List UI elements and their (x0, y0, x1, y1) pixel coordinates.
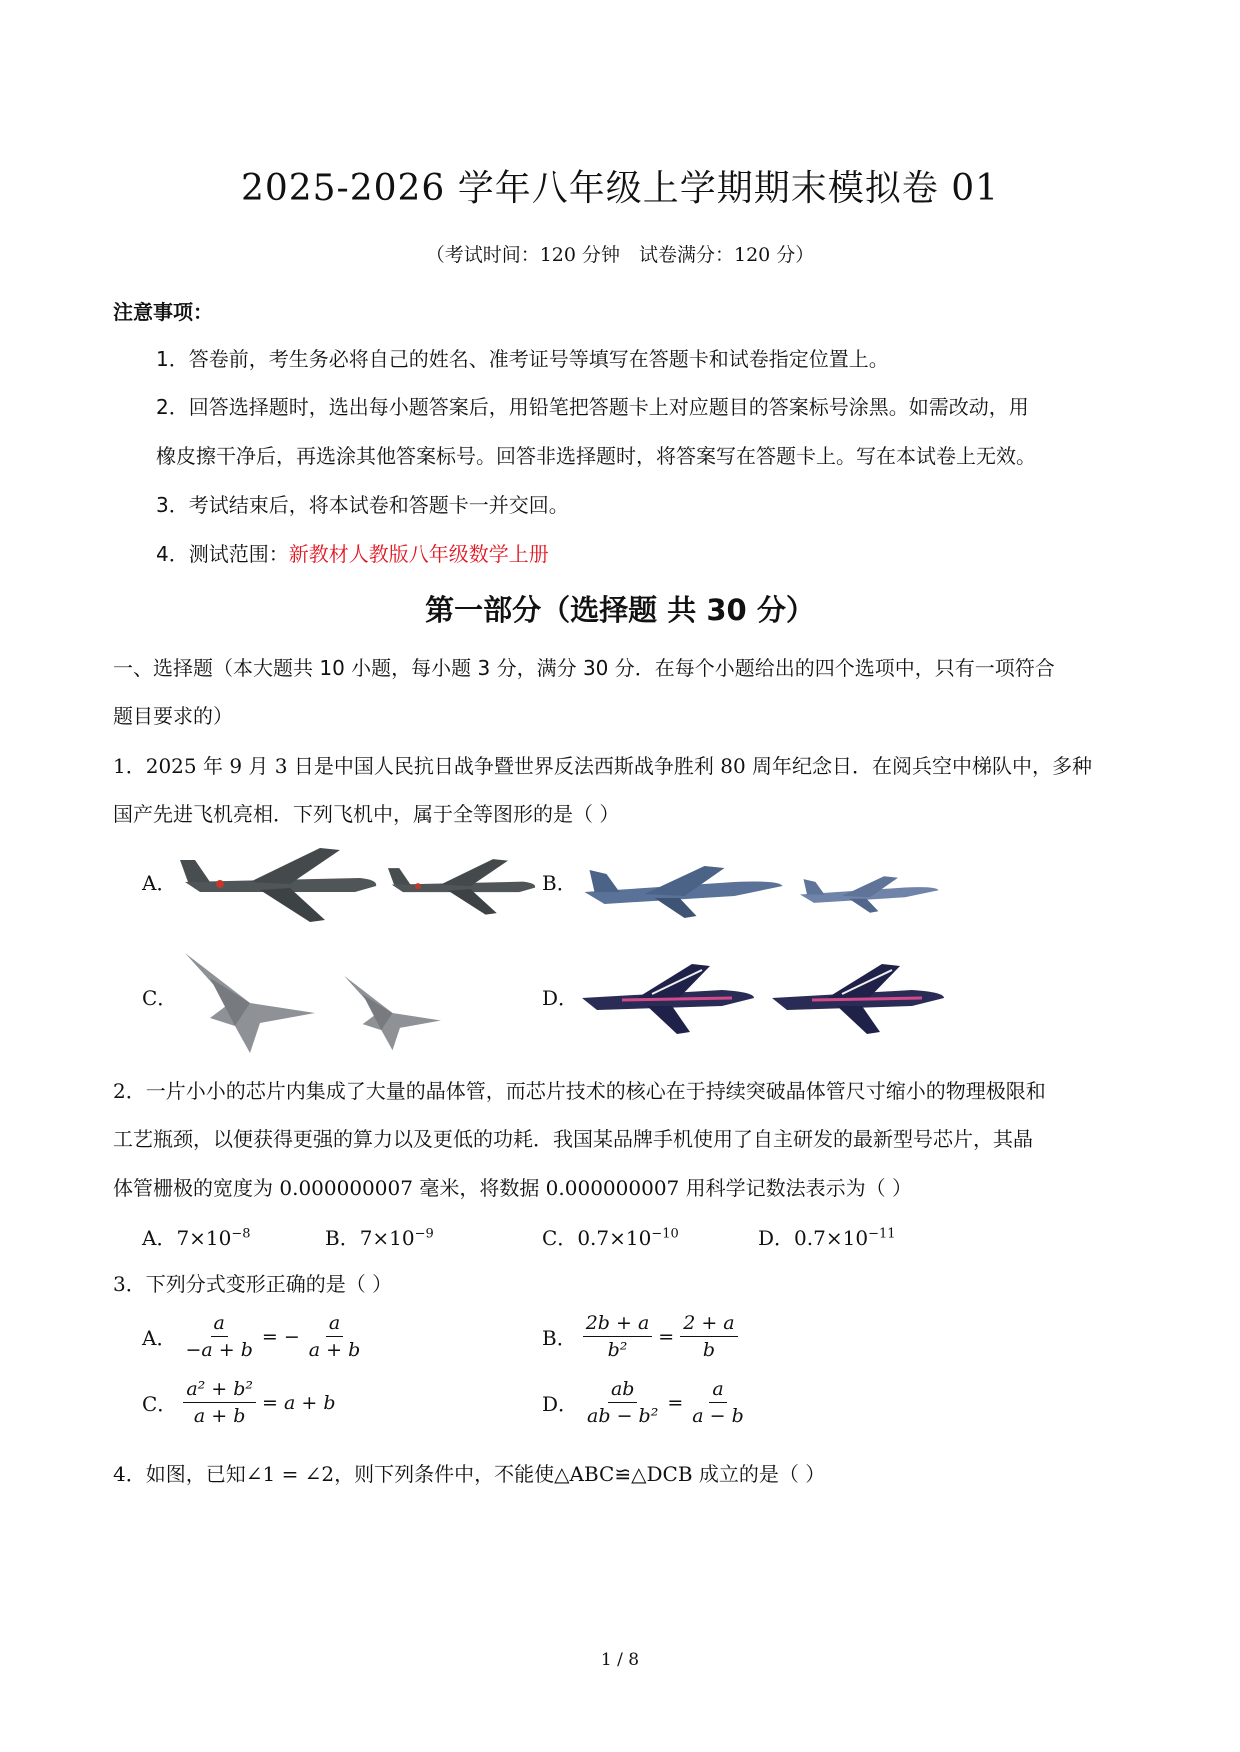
q3-a-right-denominator: a + b (308, 1339, 361, 1361)
q3-a-left-fraction (182, 1312, 255, 1361)
q3-option-b (542, 1312, 738, 1361)
q3-stem: 3．下列分式变形正确的是（ ） (113, 1272, 393, 1296)
q3-option-a (142, 1312, 363, 1361)
notice-item-3: 3．考试结束后，将本试卷和答题卡一并交回。 (156, 493, 569, 517)
q3-a-left-denominator: −a + b (185, 1339, 253, 1361)
exam-title: 2025-2026 学年八年级上学期期末模拟卷 01 (240, 168, 1000, 209)
q3-d-right-denominator: a − b (692, 1405, 744, 1427)
fighter-jet-small-image (800, 866, 940, 916)
q3-a-equals: = − (261, 1325, 300, 1348)
q3-option-d-label: D． (542, 1392, 579, 1416)
q3-d-left-numerator: ab (608, 1378, 638, 1403)
stealth-fighter-large-image (180, 948, 320, 1058)
q2-option-d-label: D． (758, 1226, 795, 1250)
notice-heading: 注意事项： (113, 300, 213, 324)
q3-b-left-denominator: b² (607, 1339, 628, 1361)
page-number: 1 / 8 (600, 1650, 640, 1670)
aerobatic-jet-right-image (772, 958, 947, 1038)
q2-option-a (142, 1222, 251, 1251)
section1-line1: 一、选择题（本大题共 10 小题，每小题 3 分，满分 30 分．在每个小题给出的四个选项中，只有一项符合 (113, 656, 1055, 680)
q2-option-b (325, 1222, 434, 1251)
q3-a-left-numerator: a (211, 1312, 228, 1337)
q3-b-equals: = (658, 1325, 675, 1348)
notice-item-2-cont: 橡皮擦干净后，再选涂其他答案标号。回答非选择题时，将答案写在答题卡上。写在本试卷上无效。 (156, 444, 1036, 468)
q3-option-b-label: B． (542, 1326, 577, 1350)
q3-d-right-numerator: a (709, 1378, 726, 1403)
q2-line1: 2．一片小小的芯片内集成了大量的晶体管，而芯片技术的核心在于持续突破晶体管尺寸缩小的物理极限和 (113, 1079, 1046, 1103)
q4-stem: 4．如图，已知∠1 = ∠2，则下列条件中，不能使△ABC≌△DCB 成立的是（ ） (113, 1462, 826, 1486)
q2-option-d-base: 0.7×10 (794, 1226, 869, 1250)
q1-option-b-label: B． (542, 871, 577, 895)
notice-item-4-prefix: 4．测试范围： (156, 542, 289, 566)
q2-line3: 体管栅极的宽度为 0.000000007 毫米，将数据 0.000000007 用科学记数法表示为（ ） (113, 1176, 912, 1200)
aerobatic-jet-left-image (582, 958, 757, 1038)
q3-option-a-label: A． (142, 1326, 177, 1350)
notice-item-4 (156, 538, 549, 567)
q3-a-right-fraction (306, 1312, 364, 1361)
q3-d-left-fraction (584, 1378, 661, 1427)
q2-option-c-base: 0.7×10 (577, 1226, 652, 1250)
q3-option-c (142, 1378, 336, 1427)
q2-option-c-exp: −10 (651, 1226, 679, 1242)
q2-option-b-base: 7×10 (359, 1226, 415, 1250)
q1-option-c-label: C． (142, 986, 178, 1010)
q1-option-d-label: D． (542, 986, 579, 1010)
q3-c-left-fraction (183, 1378, 256, 1427)
q2-option-a-exp: −8 (231, 1226, 251, 1242)
q3-b-right-denominator: b (702, 1339, 715, 1361)
notice-item-1: 1．答卷前，考生务必将自己的姓名、准考证号等填写在答题卡和试卷指定位置上。 (156, 347, 889, 371)
q1-option-a-label: A． (142, 871, 177, 895)
q3-c-right: = a + b (262, 1391, 336, 1414)
q1-line2: 国产先进飞机亮相．下列飞机中，属于全等图形的是（ ） (113, 802, 620, 826)
q2-option-b-exp: −9 (414, 1226, 434, 1242)
q3-d-equals: = (667, 1391, 684, 1414)
transport-plane-small-image (388, 852, 538, 918)
q3-option-d (542, 1378, 747, 1427)
q3-b-left-fraction (583, 1312, 653, 1361)
q2-line2: 工艺瓶颈，以便获得更强的算力以及更低的功耗．我国某品牌手机使用了自主研发的最新型号芯片，其晶 (113, 1127, 1033, 1151)
q3-c-left-denominator: a + b (193, 1405, 246, 1427)
q3-option-c-label: C． (142, 1392, 178, 1416)
exam-subtitle: （考试时间：120 分钟 试卷满分：120 分） (425, 244, 815, 266)
q2-option-d-exp: −11 (868, 1226, 896, 1242)
q3-a-right-numerator: a (326, 1312, 343, 1337)
part1-title: 第一部分（选择题 共 30 分） (425, 593, 815, 627)
q2-option-d (758, 1222, 896, 1251)
section1-line2: 题目要求的） (113, 704, 233, 728)
stealth-fighter-small-image (340, 972, 445, 1054)
q2-option-a-label: A． (142, 1226, 177, 1250)
transport-plane-large-image (180, 840, 380, 925)
q3-d-right-fraction (689, 1378, 747, 1427)
notice-item-2: 2．回答选择题时，选出每小题答案后，用铅笔把答题卡上对应题目的答案标号涂黑。如需改动，用 (156, 395, 1029, 419)
q1-line1: 1．2025 年 9 月 3 日是中国人民抗日战争暨世界反法西斯战争胜利 80 周年纪念日．在阅兵空中梯队中，多种 (113, 754, 1093, 778)
q3-d-left-denominator: ab − b² (587, 1405, 659, 1427)
q2-option-b-label: B． (325, 1226, 360, 1250)
q2-option-a-base: 7×10 (176, 1226, 232, 1250)
q3-c-left-numerator: a² + b² (183, 1378, 256, 1403)
q2-option-c (542, 1222, 679, 1251)
q3-b-right-fraction (680, 1312, 737, 1361)
test-scope: 新教材人教版八年级数学上册 (288, 542, 549, 566)
q3-b-left-numerator: 2b + a (583, 1312, 653, 1337)
q2-option-c-label: C． (542, 1226, 578, 1250)
fighter-jet-large-image (582, 852, 787, 922)
q3-b-right-numerator: 2 + a (680, 1312, 737, 1337)
